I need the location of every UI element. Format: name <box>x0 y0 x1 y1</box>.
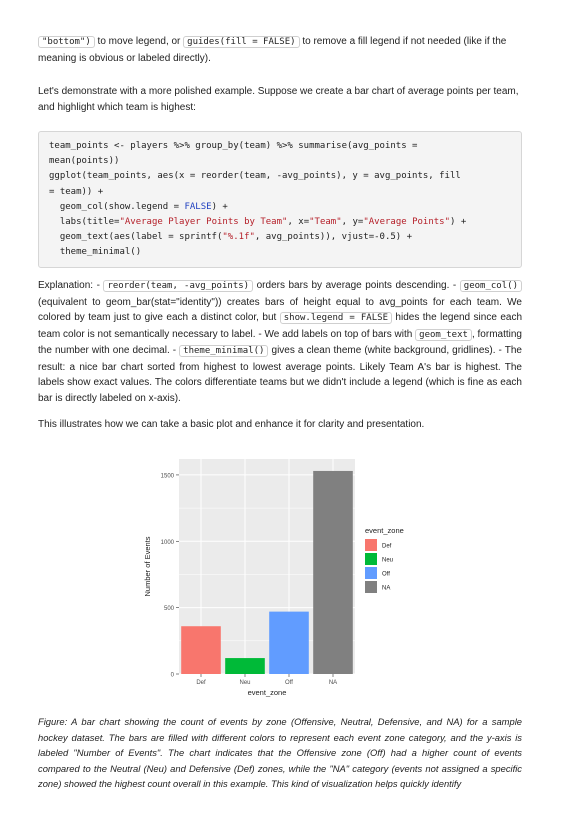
paragraph-explanation: Explanation: - reorder(team, -avg_points) orders bars by average points descending. - geom_col() (equivalent to geom_bar(stat="identity")) creates bars of height equal to avg_points for each team. We colored by team just to give each a distinct color, but show.legend = FALSE hides the legend since each team color is not semantically necessary to label. - We add labels on top of bars with geom_text , formatting the number with one decimal. - theme_minimal() gives a clean theme (white background, gridlines). - The result: a nice bar chart sorted from highest to lowest average points. Likely Team A's bar is highest. The labels show exact values. The colors differentiate teams but we didn't include a legend (which is fine as each bar is directly labeled on x-axis). <box>38 280 523 404</box>
code-line-1: team_points <- players %>% group_by(team) %>% summarise(avg_points = <box>49 141 418 151</box>
x-tick-label: Off <box>285 680 293 686</box>
y-tick-label: 500 <box>163 606 174 613</box>
figure-caption: Figure: A bar chart showing the count of events by zone (Offensive, Neutral, Defensive, and NA) for a sample hockey dataset. The bars are filled with different colors to represent each event zone category, and the y-axis is labeled "Number of Events". The chart indicates that the Offensive zone (Off) had a higher count of events compared to the Neutral (Neu) and Defensive (Def) zones, while the "NA" category (events not assigned a specific zone) showed the highest count overall in this example. This kind of visualization helps quickly identify <box>38 716 522 789</box>
legend-label: Off <box>382 571 390 578</box>
legend-key-na <box>365 581 377 593</box>
code-line-5: geom_col(show.legend = FALSE) + <box>49 201 228 212</box>
inline-code-reorder: reorder(team, -avg_points) <box>103 280 253 292</box>
inline-code-geom-col: geom_col() <box>460 280 522 292</box>
inline-code-show-legend: show.legend = FALSE <box>280 312 392 324</box>
legend-label: Neu <box>382 557 394 564</box>
paragraph-summary: This illustrates how we can take a basic plot and enhance it for clarity and presentation. <box>38 419 425 430</box>
bar-na <box>313 471 353 674</box>
code-line-8: theme_minimal() <box>49 247 142 258</box>
bar-chart <box>137 451 422 707</box>
x-tick-label: NA <box>328 680 338 686</box>
y-tick-label: 1000 <box>160 539 174 546</box>
y-axis-label: Number of Events <box>143 536 152 597</box>
legend-key-def <box>365 539 377 551</box>
code-line-6: labs(title="Average Player Points by Team", x="Team", y="Average Points") + <box>49 217 467 228</box>
inline-code-theme-minimal: theme_minimal() <box>179 345 268 357</box>
inline-code-bottom: "bottom") <box>38 36 95 48</box>
code-block <box>38 131 522 268</box>
code-line-2: mean(points)) <box>49 156 120 167</box>
inline-code-geom-text: geom_text <box>415 329 472 341</box>
legend-key-neu <box>365 553 377 565</box>
x-tick-label: Def <box>196 680 206 686</box>
legend-key-off <box>365 567 377 579</box>
legend-label: Def <box>382 543 392 550</box>
bar-chart-svg <box>137 451 422 707</box>
code-line-3: ggplot(team_points, aes(x = reorder(team, -avg_points), y = avg_points, fill <box>49 171 461 182</box>
x-axis-label: event_zone <box>247 688 287 697</box>
code-line-7: geom_text(aes(label = sprintf("%.1f", avg_points)), vjust=-0.5) + <box>49 232 413 243</box>
code-line-4: = team)) + <box>49 186 104 197</box>
x-tick-label: Neu <box>239 680 251 686</box>
paragraph-intro: Let's demonstrate with a more polished example. Suppose we create a bar chart of average points per team, and highlight which team is highest: <box>38 86 519 113</box>
legend-title: event_zone <box>365 526 404 535</box>
inline-code-guides: guides(fill = FALSE) <box>183 36 299 48</box>
y-tick-label: 0 <box>170 672 174 679</box>
legend-label: NA <box>382 585 391 592</box>
bar-off <box>269 612 309 674</box>
bar-neu <box>225 658 265 674</box>
bar-def <box>181 626 221 674</box>
paragraph-legend-tip: "bottom") to move legend, or guides(fill = FALSE) to remove a fill legend if not needed (like if the meaning is obvious or labeled directly). <box>38 36 507 64</box>
y-tick-label: 1500 <box>160 473 174 480</box>
